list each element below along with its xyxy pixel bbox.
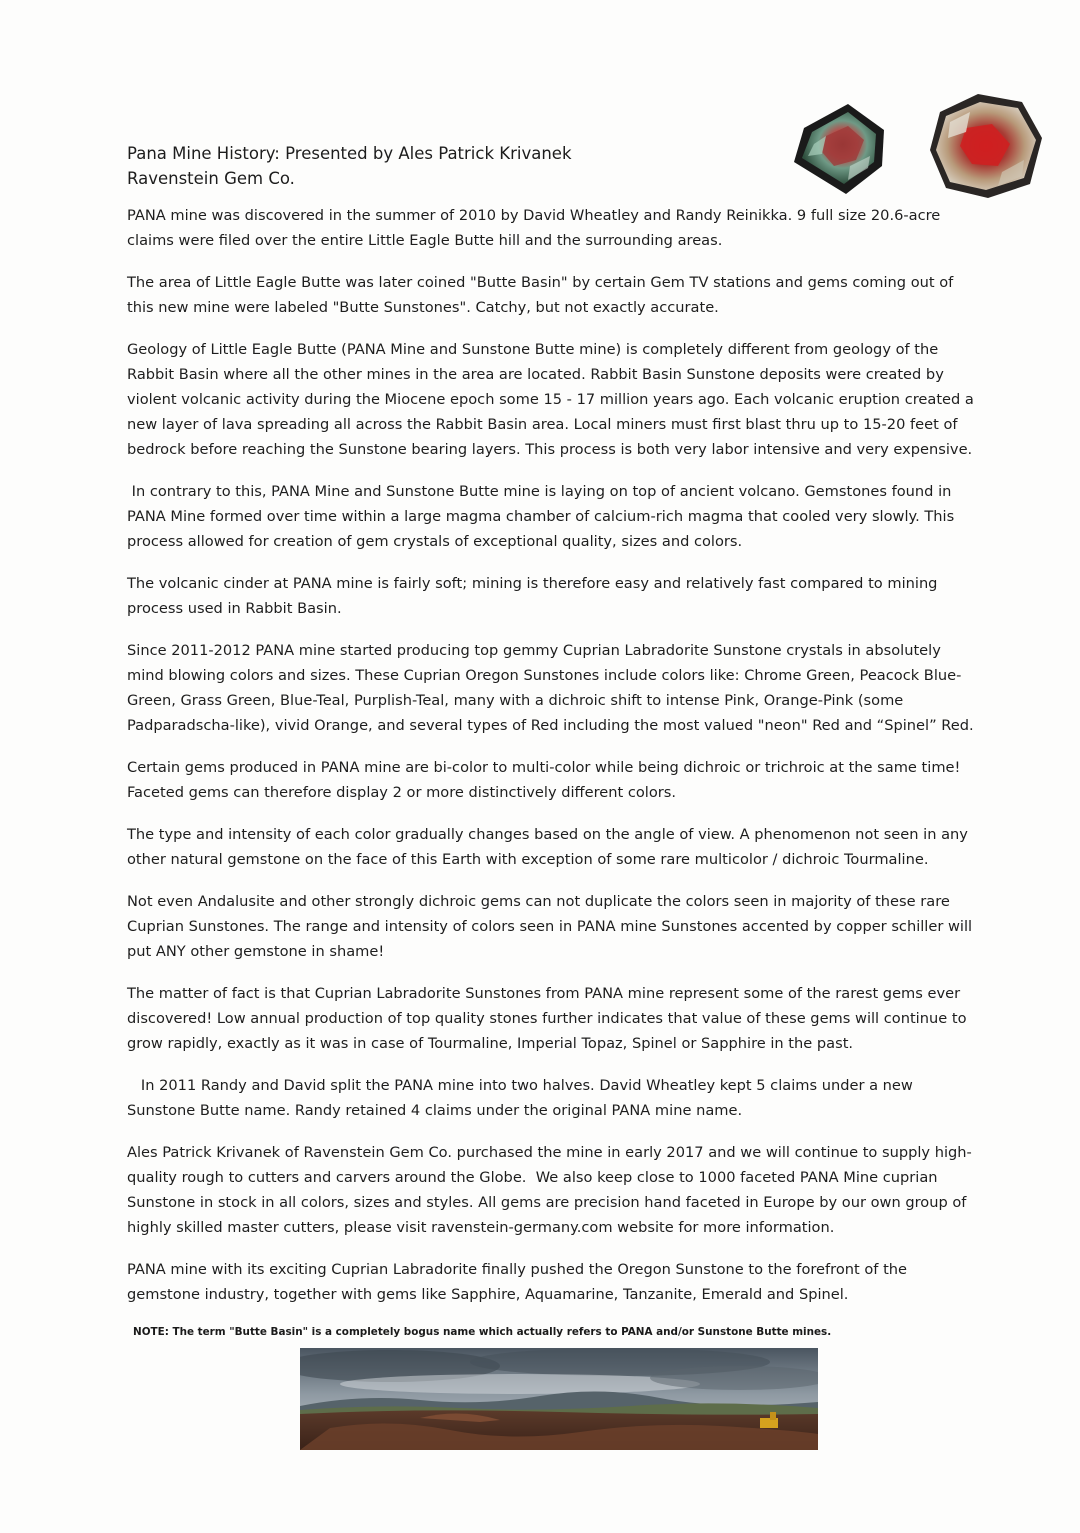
text-line: Green, Grass Green, Blue-Teal, Purplish-Teal, many with a dichroic shift to intense Pink, Orange-Pink (some	[127, 692, 904, 709]
text-line: PANA mine was discovered in the summer of 2010 by David Wheatley and Randy Reinikka. 9 full size 20.6-acre	[127, 207, 941, 224]
paragraph	[127, 479, 967, 554]
text-line: Not even Andalusite and other strongly dichroic gems can not duplicate the colors seen in majority of these rare	[127, 893, 950, 910]
text-line: discovered! Low annual production of top quality stones further indicates that value of these gems will continue to	[127, 1010, 967, 1027]
text-line: Sunstone in stock in all colors, sizes and styles. All gems are precision hand faceted in Europe by our own group of	[127, 1194, 967, 1211]
paragraph	[127, 822, 967, 872]
paragraph	[127, 889, 973, 964]
text-line: PANA Mine formed over time within a large magma chamber of calcium-rich magma that cooled very slowly. This	[127, 508, 955, 525]
text-line: mind blowing colors and sizes. These Cuprian Oregon Sunstones include colors like: Chrome Green, Peacock Blue-	[127, 667, 962, 684]
text-line: violent volcanic activity during the Miocene epoch some 15 - 17 million years ago. Each volcanic eruption created a	[127, 391, 974, 408]
paragraph	[127, 270, 967, 320]
paragraph	[127, 203, 967, 253]
gem-photo-icon	[786, 96, 894, 200]
gem-photo-icon	[926, 92, 1044, 200]
text-line: Since 2011-2012 PANA mine started producing top gemmy Cuprian Labradorite Sunstone crystals in absolutely	[127, 642, 941, 659]
page-title: Pana Mine History: Presented by Ales Patrick Krivanek	[127, 144, 572, 163]
paragraph	[127, 1257, 967, 1307]
landscape-photo-icon	[300, 1348, 818, 1450]
text-line: The area of Little Eagle Butte was later coined "Butte Basin" by certain Gem TV stations and gems coming out of	[127, 274, 954, 291]
paragraph	[127, 981, 967, 1056]
text-line: Padparadscha-like), vivid Orange, and several types of Red including the most valued "neon" Red and “Spinel” Red.	[127, 717, 974, 734]
mine-landscape-photo	[300, 1348, 818, 1450]
text-line: this new mine were labeled "Butte Sunstones". Catchy, but not exactly accurate.	[127, 299, 719, 316]
text-line: quality rough to cutters and carvers around the Globe. We also keep close to 1000 faceted PANA Mine cuprian	[127, 1169, 938, 1186]
text-line: process allowed for creation of gem crystals of exceptional quality, sizes and colors.	[127, 533, 743, 550]
text-line: The matter of fact is that Cuprian Labradorite Sunstones from PANA mine represent some of the rarest gems ever	[127, 985, 961, 1002]
text-line: PANA mine with its exciting Cuprian Labradorite finally pushed the Oregon Sunstone to the forefront of the	[127, 1261, 908, 1278]
text-line: new layer of lava spreading all across the Rabbit Basin area. Local miners must first blast thru up to 15-20 feet of	[127, 416, 958, 433]
text-line: gemstone industry, together with gems like Sapphire, Aquamarine, Tanzanite, Emerald and Spinel.	[127, 1286, 849, 1303]
paragraph	[127, 1140, 972, 1240]
text-line: highly skilled master cutters, please visit ravenstein-germany.com website for more information.	[127, 1219, 835, 1236]
text-line: other natural gemstone on the face of this Earth with exception of some rare multicolor / dichroic Tourmaline.	[127, 851, 929, 868]
paragraph	[127, 755, 967, 805]
gem-photo-right	[926, 92, 1044, 200]
paragraph	[127, 638, 974, 738]
text-line: Certain gems produced in PANA mine are bi-color to multi-color while being dichroic or trichroic at the same time!	[127, 759, 961, 776]
gem-photo-left	[786, 96, 894, 200]
text-line: Ales Patrick Krivanek of Ravenstein Gem Co. purchased the mine in early 2017 and we will continue to supply high-	[127, 1144, 972, 1161]
text-line: In 2011 Randy and David split the PANA mine into two halves. David Wheatley kept 5 claims under a new	[127, 1077, 913, 1094]
paragraph	[127, 1073, 967, 1123]
text-line: bedrock before reaching the Sunstone bearing layers. This process is both very labor intensive and very expensive.	[127, 441, 973, 458]
paragraph	[127, 571, 967, 621]
text-line: Rabbit Basin where all the other mines in the area are located. Rabbit Basin Sunstone deposits were created by	[127, 366, 944, 383]
document-header	[127, 141, 747, 191]
text-line: In contrary to this, PANA Mine and Sunstone Butte mine is laying on top of ancient volcano. Gemstones found in	[127, 483, 952, 500]
text-line: The volcanic cinder at PANA mine is fairly soft; mining is therefore easy and relatively fast compared to mining	[127, 575, 938, 592]
text-line: Geology of Little Eagle Butte (PANA Mine and Sunstone Butte mine) is completely different from geology of the	[127, 341, 939, 358]
text-line: Sunstone Butte name. Randy retained 4 claims under the original PANA mine name.	[127, 1102, 743, 1119]
text-line: process used in Rabbit Basin.	[127, 600, 342, 617]
text-line: Cuprian Sunstones. The range and intensity of colors seen in PANA mine Sunstones accented by copper schiller will	[127, 918, 973, 935]
text-line: claims were filed over the entire Little Eagle Butte hill and the surrounding areas.	[127, 232, 723, 249]
paragraph	[127, 337, 974, 462]
text-line: grow rapidly, exactly as it was in case of Tourmaline, Imperial Topaz, Spinel or Sapphire in the past.	[127, 1035, 854, 1052]
text-line: The type and intensity of each color gradually changes based on the angle of view. A phenomenon not seen in any	[127, 826, 968, 843]
text-line: Faceted gems can therefore display 2 or more distinctively different colors.	[127, 784, 677, 801]
text-line: put ANY other gemstone in shame!	[127, 943, 385, 960]
footnote: NOTE: The term "Butte Basin" is a completely bogus name which actually refers to PANA and/or Sunstone Butte mines.	[133, 1326, 832, 1338]
article-body	[127, 203, 974, 1324]
company-name: Ravenstein Gem Co.	[127, 169, 295, 188]
